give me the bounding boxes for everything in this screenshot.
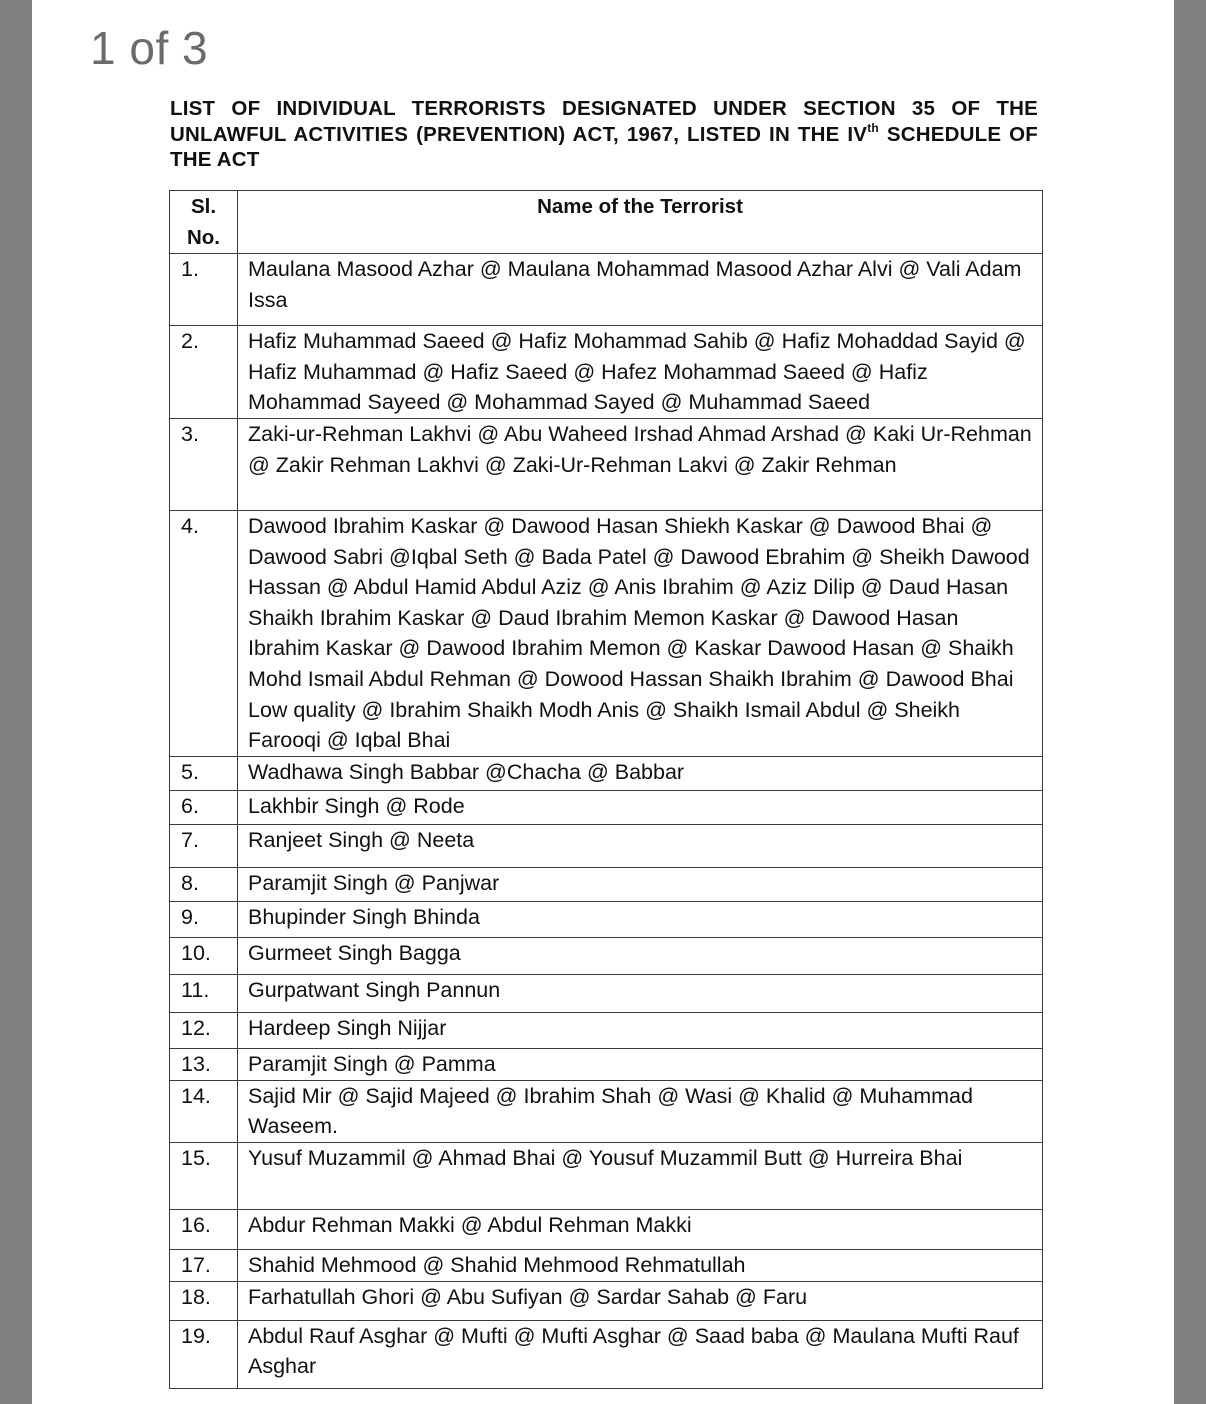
serial-number-cell: 12. — [170, 1012, 238, 1048]
serial-number-cell: 16. — [170, 1209, 238, 1249]
page-counter: 1 of 3 — [90, 22, 209, 74]
serial-number-cell: 9. — [170, 901, 238, 937]
serial-number-cell: 17. — [170, 1249, 238, 1281]
serial-number-cell: 13. — [170, 1048, 238, 1080]
serial-number-cell: 7. — [170, 824, 238, 867]
table-row — [170, 418, 1043, 510]
table-row — [170, 1142, 1043, 1209]
sl-no-header — [170, 191, 238, 254]
terrorist-name-cell: Maulana Masood Azhar @ Maulana Mohammad Masood Azhar Alvi @ Vali Adam Issa — [238, 254, 1043, 326]
title-main: LIST OF INDIVIDUAL TERRORISTS DESIGNATED UNDER SECTION 35 OF THE UNLAWFUL ACTIVITIES (PREVENTION) ACT, 1967, LISTED IN THE IV — [170, 97, 1038, 146]
serial-number-cell: 2. — [170, 326, 238, 419]
title-superscript: th — [867, 120, 879, 135]
terrorist-name-cell: Ranjeet Singh @ Neeta — [238, 824, 1043, 867]
terrorist-name-cell: Hafiz Muhammad Saeed @ Hafiz Mohammad Sahib @ Hafiz Mohaddad Sayid @ Hafiz Muhammad @ Hafiz Saeed @ Hafez Mohammad Saeed @ Hafiz Mohammad Sayeed @ Mohammad Sayed @ Muhammad Saeed — [238, 326, 1043, 419]
table-row — [170, 756, 1043, 790]
table-row — [170, 974, 1043, 1012]
serial-number-cell: 11. — [170, 974, 238, 1012]
table-row — [170, 510, 1043, 756]
terrorist-name-cell: Lakhbir Singh @ Rode — [238, 790, 1043, 824]
terrorist-name-cell: Zaki-ur-Rehman Lakhvi @ Abu Waheed Irshad Ahmad Arshad @ Kaki Ur-Rehman @ Zakir Rehman Lakhvi @ Zaki-Ur-Rehman Lakvi @ Zakir Rehman — [238, 418, 1043, 510]
serial-number-cell: 1. — [170, 254, 238, 326]
terrorist-name-cell: Abdur Rehman Makki @ Abdul Rehman Makki — [238, 1209, 1043, 1249]
table-row — [170, 790, 1043, 824]
table-row — [170, 824, 1043, 867]
terrorist-name-cell: Sajid Mir @ Sajid Majeed @ Ibrahim Shah @ Wasi @ Khalid @ Muhammad Waseem. — [238, 1080, 1043, 1142]
terrorist-name-cell: Gurpatwant Singh Pannun — [238, 974, 1043, 1012]
table-body — [170, 254, 1043, 1389]
table-row — [170, 1249, 1043, 1281]
terrorist-table — [169, 190, 1043, 1389]
terrorist-name-cell: Abdul Rauf Asghar @ Mufti @ Mufti Asghar @ Saad baba @ Maulana Mufti Rauf Asghar — [238, 1320, 1043, 1388]
serial-number-cell: 18. — [170, 1281, 238, 1320]
terrorist-name-cell: Gurmeet Singh Bagga — [238, 937, 1043, 974]
table-row — [170, 1080, 1043, 1142]
table-row — [170, 1320, 1043, 1388]
document-title — [170, 96, 1038, 173]
terrorist-name-cell: Paramjit Singh @ Pamma — [238, 1048, 1043, 1080]
serial-number-cell: 10. — [170, 937, 238, 974]
serial-number-cell: 15. — [170, 1142, 238, 1209]
serial-number-cell: 8. — [170, 867, 238, 901]
table-row — [170, 867, 1043, 901]
terrorist-name-cell: Shahid Mehmood @ Shahid Mehmood Rehmatullah — [238, 1249, 1043, 1281]
serial-number-cell: 14. — [170, 1080, 238, 1142]
serial-number-cell: 5. — [170, 756, 238, 790]
sl-header-line2: No. — [186, 225, 221, 249]
table-row — [170, 1048, 1043, 1080]
terrorist-name-cell: Yusuf Muzammil @ Ahmad Bhai @ Yousuf Muzammil Butt @ Hurreira Bhai — [238, 1142, 1043, 1209]
table-row — [170, 1209, 1043, 1249]
terrorist-name-cell: Farhatullah Ghori @ Abu Sufiyan @ Sardar Sahab @ Faru — [238, 1281, 1043, 1320]
table-row — [170, 1281, 1043, 1320]
terrorist-name-cell: Wadhawa Singh Babbar @Chacha @ Babbar — [238, 756, 1043, 790]
table-row — [170, 1012, 1043, 1048]
terrorist-name-cell: Hardeep Singh Nijjar — [238, 1012, 1043, 1048]
serial-number-cell: 4. — [170, 510, 238, 756]
sl-header-line1: Sl. — [190, 195, 217, 218]
table-row — [170, 901, 1043, 937]
name-header: Name of the Terrorist — [238, 191, 1043, 254]
table-row — [170, 937, 1043, 974]
document-page — [32, 0, 1174, 1404]
terrorist-name-cell: Paramjit Singh @ Panjwar — [238, 867, 1043, 901]
table-row — [170, 254, 1043, 326]
table-header-row — [170, 191, 1043, 254]
terrorist-name-cell: Dawood Ibrahim Kaskar @ Dawood Hasan Shiekh Kaskar @ Dawood Bhai @ Dawood Sabri @Iqbal Seth @ Bada Patel @ Dawood Ebrahim @ Sheikh Dawood Hassan @ Abdul Hamid Abdul Aziz @ Anis Ibrahim @ Aziz Dilip @ Daud Hasan Shaikh Ibrahim Kaskar @ Daud Ibrahim Memon Kaskar @ Dawood Hasan Ibrahim Kaskar @ Dawood Ibrahim Memon @ Kaskar Dawood Hasan @ Shaikh Mohd Ismail Abdul Rehman @ Dowood Hassan Shaikh Ibrahim @ Dawood Bhai Low quality @ Ibrahim Shaikh Modh Anis @ Shaikh Ismail Abdul @ Sheikh Farooqi @ Iqbal Bhai — [238, 510, 1043, 756]
serial-number-cell: 3. — [170, 418, 238, 510]
table-row — [170, 326, 1043, 419]
title-end: SCHEDULE OF THE ACT — [170, 122, 1038, 171]
terrorist-name-cell: Bhupinder Singh Bhinda — [238, 901, 1043, 937]
serial-number-cell: 19. — [170, 1320, 238, 1388]
serial-number-cell: 6. — [170, 790, 238, 824]
